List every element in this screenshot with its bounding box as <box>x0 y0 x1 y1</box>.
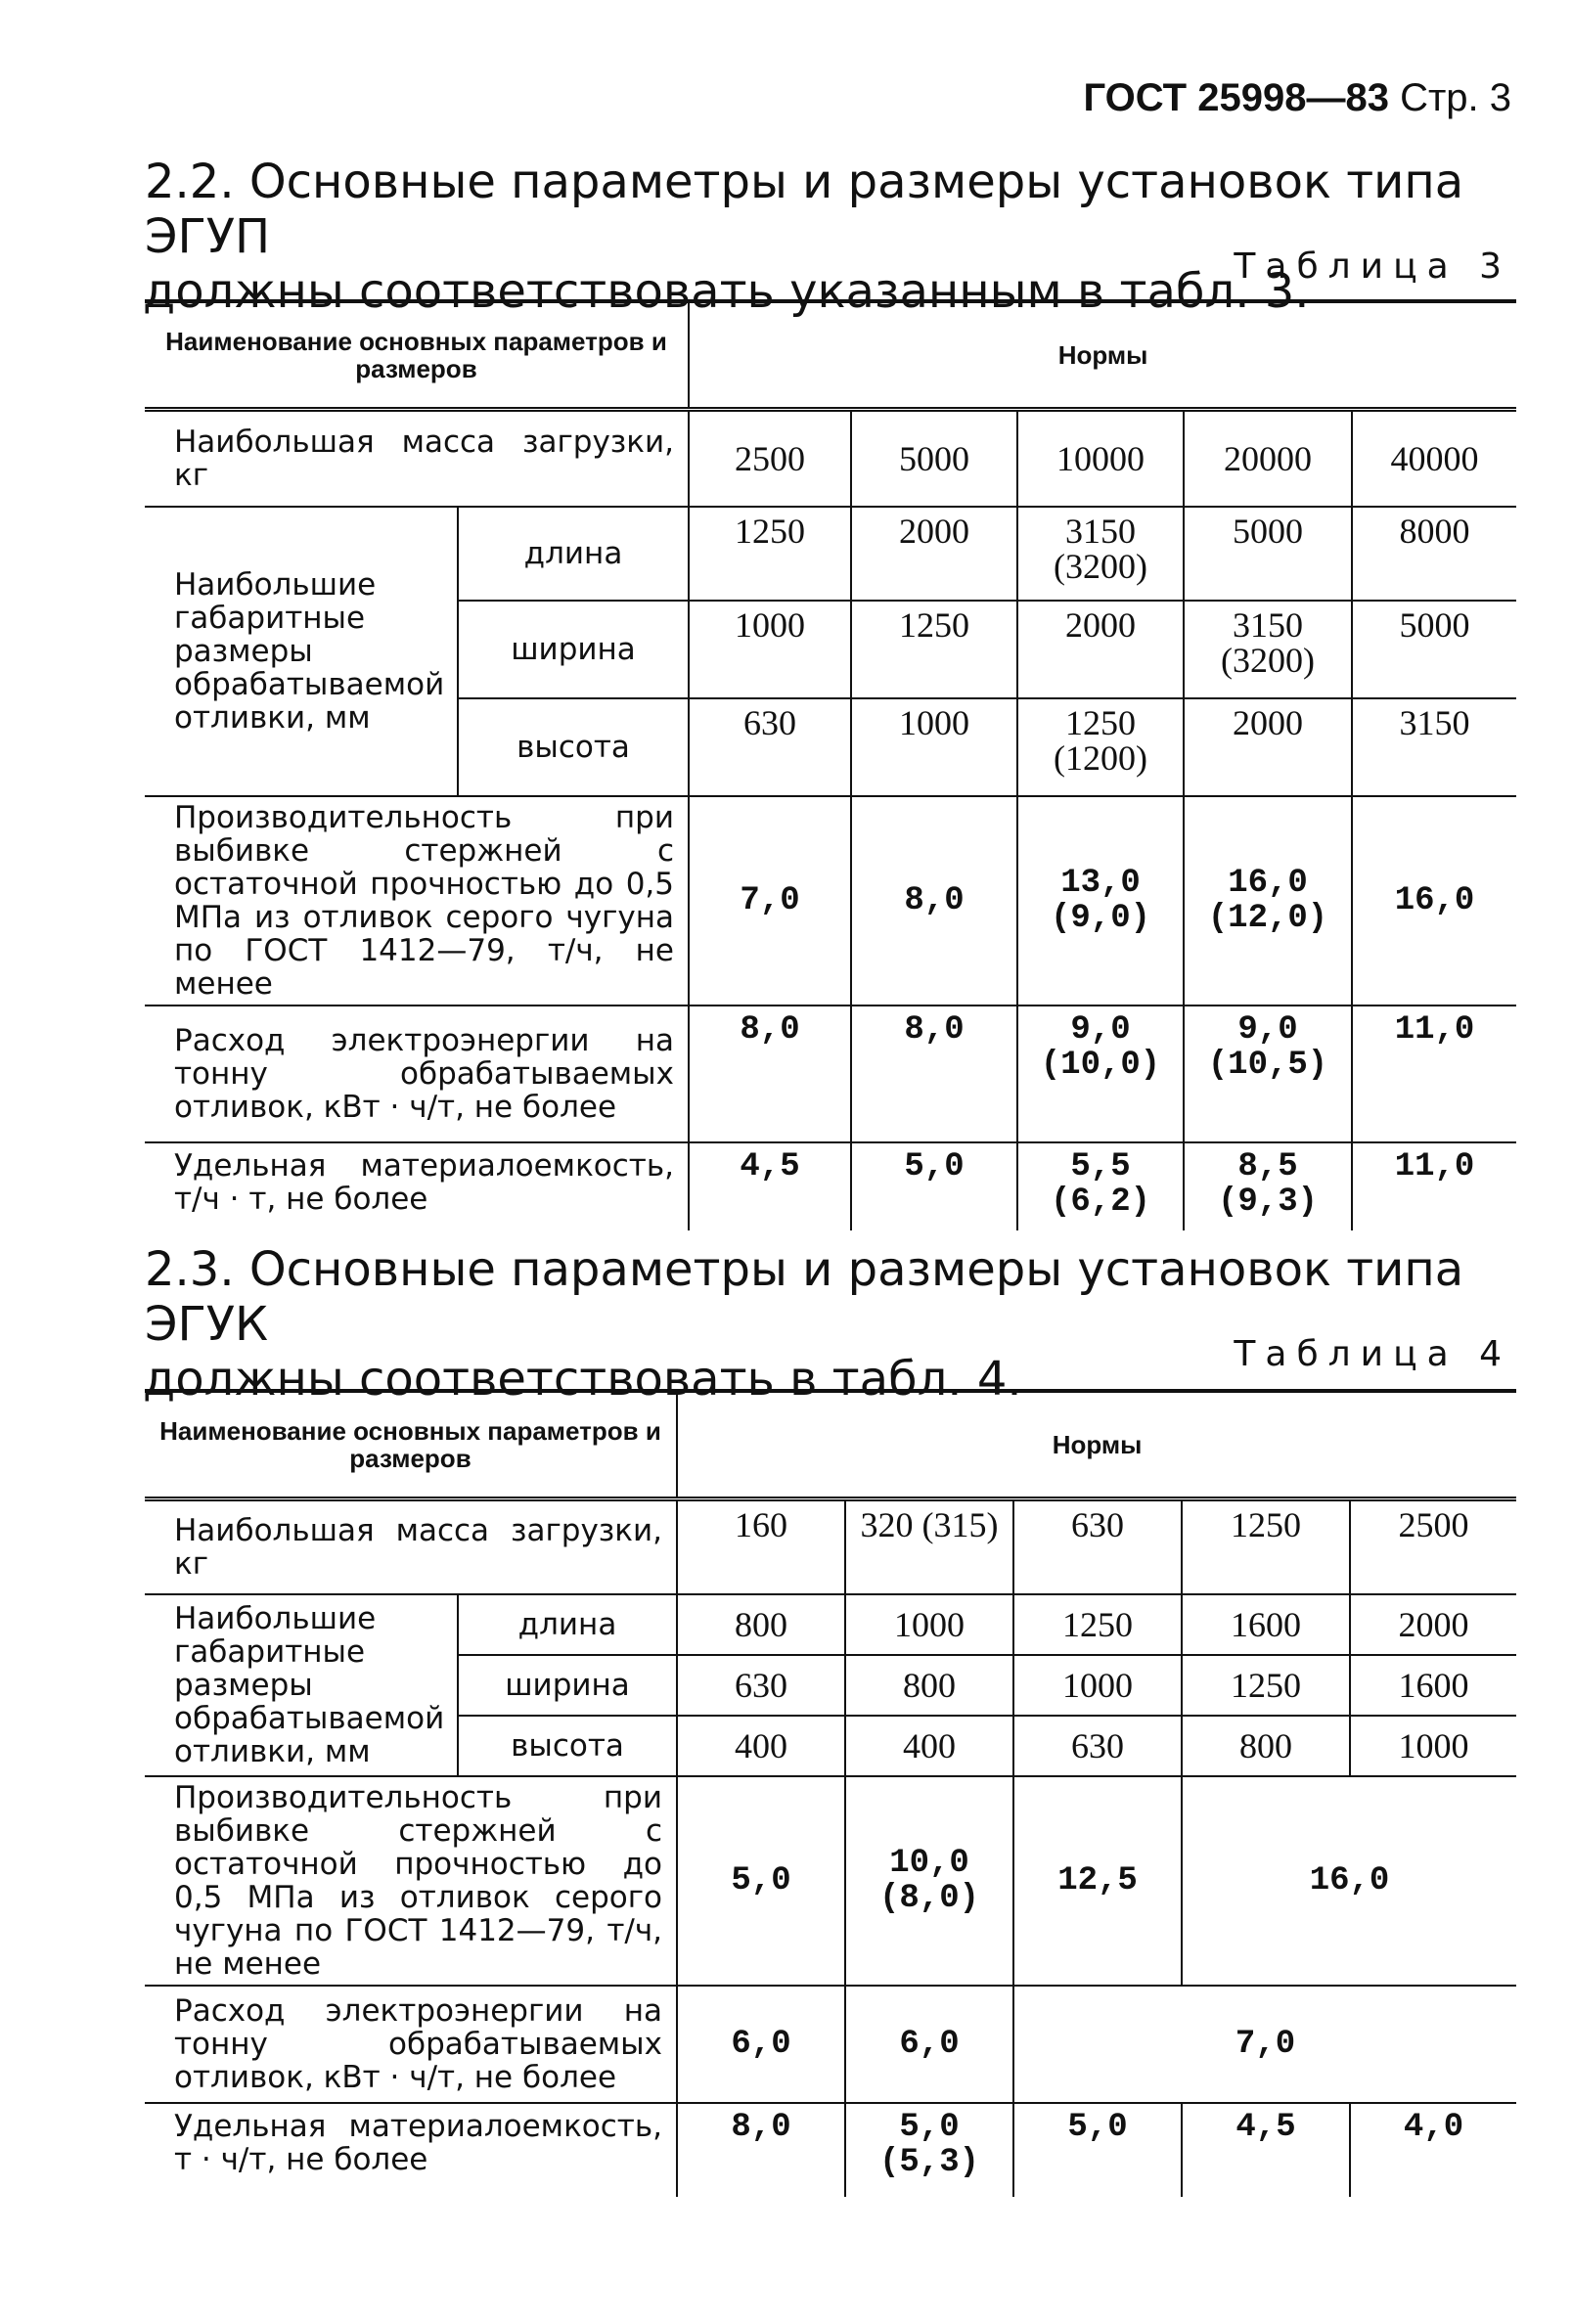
row-label: Наибольшие габаритные размеры обрабатываемой отливки, мм <box>145 507 458 796</box>
table-cell: 5,0 <box>851 1142 1017 1230</box>
table-cell: 40000 <box>1352 409 1516 507</box>
table-cell: 630 <box>1013 1716 1182 1776</box>
page-header <box>1084 76 1511 120</box>
table-cell: 7,0 <box>1013 1986 1516 2103</box>
table-cell: 7,0 <box>689 796 851 1006</box>
table-cell: 1600 <box>1182 1594 1350 1655</box>
table-cell: 16,0 <box>1352 796 1516 1006</box>
table-cell: 1250 (1200) <box>1017 698 1184 796</box>
paragraph-2-2-line2: должны соответствовать указанным в табл. 3. <box>143 264 1310 319</box>
standard-number: ГОСТ 25998—83 <box>1083 76 1389 119</box>
table-cell: 8,0 <box>677 2103 845 2197</box>
table-header-row <box>145 1391 1516 1498</box>
table-cell: 800 <box>845 1655 1013 1716</box>
table-cell: 5,0 <box>1013 2103 1182 2197</box>
table-row-productivity <box>145 1776 1516 1986</box>
sub-label: ширина <box>458 601 689 698</box>
table-cell: 8,0 <box>851 796 1017 1006</box>
table-cell: 8,0 <box>689 1006 851 1142</box>
header-parameter-name: Наименование основных параметров и размеров <box>145 1391 677 1498</box>
table-cell: 1000 <box>689 601 851 698</box>
table-cell: 1000 <box>1350 1716 1516 1776</box>
table-4 <box>145 1389 1516 2197</box>
row-label: Наибольшая масса загрузки, кг <box>145 409 689 507</box>
table-row-energy <box>145 1006 1516 1142</box>
table-cell: 400 <box>845 1716 1013 1776</box>
table-cell: 1600 <box>1350 1655 1516 1716</box>
table-cell: 9,0 (10,0) <box>1017 1006 1184 1142</box>
table-cell: 16,0 (12,0) <box>1184 796 1352 1006</box>
paragraph-2-3-line1: 2.3. Основные параметры и размеры установок типа ЭГУК <box>145 1242 1464 1352</box>
table-cell: 4,0 <box>1350 2103 1516 2197</box>
table-cell: 2500 <box>689 409 851 507</box>
table-cell: 1000 <box>851 698 1017 796</box>
header-parameter-name: Наименование основных параметров и размеров <box>145 301 689 409</box>
table-cell: 3150 <box>1352 698 1516 796</box>
table-cell: 800 <box>1182 1716 1350 1776</box>
row-label: Наибольшие габаритные размеры обрабатываемой отливки, мм <box>145 1594 458 1776</box>
table-cell: 10000 <box>1017 409 1184 507</box>
table-cell: 5000 <box>1184 507 1352 601</box>
table-row-length <box>145 507 1516 601</box>
paragraph-2-3 <box>145 1242 1514 1407</box>
table-cell: 1250 <box>1182 1498 1350 1594</box>
paragraph-2-3-line2: должны соответствовать в табл. 4. <box>143 1352 1022 1407</box>
row-label: Производительность при выбивке стержней с остаточной прочностью до 0,5 МПа из отливок серого чугуна по ГОСТ 1412—79, т/ч, не менее <box>145 796 689 1006</box>
table-cell: 6,0 <box>845 1986 1013 2103</box>
sub-label: ширина <box>458 1655 677 1716</box>
table-cell: 13,0 (9,0) <box>1017 796 1184 1006</box>
table-cell: 1250 <box>1182 1655 1350 1716</box>
table-cell: 1250 <box>1013 1594 1182 1655</box>
table-cell: 5000 <box>1352 601 1516 698</box>
sub-label: высота <box>458 698 689 796</box>
table-row-length <box>145 1594 1516 1655</box>
table-header-row <box>145 301 1516 409</box>
table-cell: 630 <box>677 1655 845 1716</box>
table-cell: 2500 <box>1350 1498 1516 1594</box>
page-number: Стр. 3 <box>1400 76 1511 119</box>
table-cell: 400 <box>677 1716 845 1776</box>
table-cell: 630 <box>1013 1498 1182 1594</box>
row-label: Удельная материалоемкость, т/ч · т, не более <box>145 1142 689 1230</box>
table-cell: 2000 <box>1184 698 1352 796</box>
row-label: Расход электроэнергии на тонну обрабатываемых отливок, кВт · ч/т, не более <box>145 1006 689 1142</box>
table-cell: 160 <box>677 1498 845 1594</box>
table-cell: 630 <box>689 698 851 796</box>
table-cell: 5000 <box>851 409 1017 507</box>
row-label: Производительность при выбивке стержней с остаточной прочностью до 0,5 МПа из отливок серого чугуна по ГОСТ 1412—79, т/ч, не менее <box>145 1776 677 1986</box>
table-cell: 9,0 (10,5) <box>1184 1006 1352 1142</box>
table-cell: 12,5 <box>1013 1776 1182 1986</box>
row-label: Наибольшая масса загрузки, кг <box>145 1498 677 1594</box>
table-cell: 16,0 <box>1182 1776 1516 1986</box>
sub-label: длина <box>458 1594 677 1655</box>
table-cell: 8000 <box>1352 507 1516 601</box>
table-cell: 3150 (3200) <box>1184 601 1352 698</box>
row-label: Удельная материалоемкость, т · ч/т, не более <box>145 2103 677 2197</box>
table-row-productivity <box>145 796 1516 1006</box>
table-row-material <box>145 1142 1516 1230</box>
table-cell: 11,0 <box>1352 1006 1516 1142</box>
table-cell: 5,5 (6,2) <box>1017 1142 1184 1230</box>
table-row-material <box>145 2103 1516 2197</box>
header-norms: Нормы <box>677 1391 1516 1498</box>
paragraph-2-2-line1: 2.2. Основные параметры и размеры установок типа ЭГУП <box>145 155 1464 264</box>
table-row-energy <box>145 1986 1516 2103</box>
table-cell: 2000 <box>1017 601 1184 698</box>
table-cell: 1000 <box>845 1594 1013 1655</box>
table-cell: 8,0 <box>851 1006 1017 1142</box>
table-cell: 10,0 (8,0) <box>845 1776 1013 1986</box>
header-norms: Нормы <box>689 301 1516 409</box>
table-cell: 2000 <box>1350 1594 1516 1655</box>
table-cell: 4,5 <box>1182 2103 1350 2197</box>
table-cell: 800 <box>677 1594 845 1655</box>
row-label: Расход электроэнергии на тонну обрабатываемых отливок, кВт · ч/т, не более <box>145 1986 677 2103</box>
sub-label: высота <box>458 1716 677 1776</box>
table-cell: 2000 <box>851 507 1017 601</box>
table-cell: 5,0 (5,3) <box>845 2103 1013 2197</box>
table-cell: 1250 <box>851 601 1017 698</box>
table-4-caption: Таблица 4 <box>1234 1334 1511 1374</box>
table-cell: 5,0 <box>677 1776 845 1986</box>
table-row-mass <box>145 1498 1516 1594</box>
table-cell: 320 (315) <box>845 1498 1013 1594</box>
table-cell: 1250 <box>689 507 851 601</box>
paragraph-2-2 <box>145 155 1514 319</box>
table-cell: 3150 (3200) <box>1017 507 1184 601</box>
table-cell: 8,5 (9,3) <box>1184 1142 1352 1230</box>
table-cell: 20000 <box>1184 409 1352 507</box>
table-row-mass <box>145 409 1516 507</box>
sub-label: длина <box>458 507 689 601</box>
table-3-caption: Таблица 3 <box>1234 246 1511 287</box>
table-cell: 4,5 <box>689 1142 851 1230</box>
table-cell: 1000 <box>1013 1655 1182 1716</box>
table-3 <box>145 299 1516 1230</box>
table-cell: 6,0 <box>677 1986 845 2103</box>
table-cell: 11,0 <box>1352 1142 1516 1230</box>
